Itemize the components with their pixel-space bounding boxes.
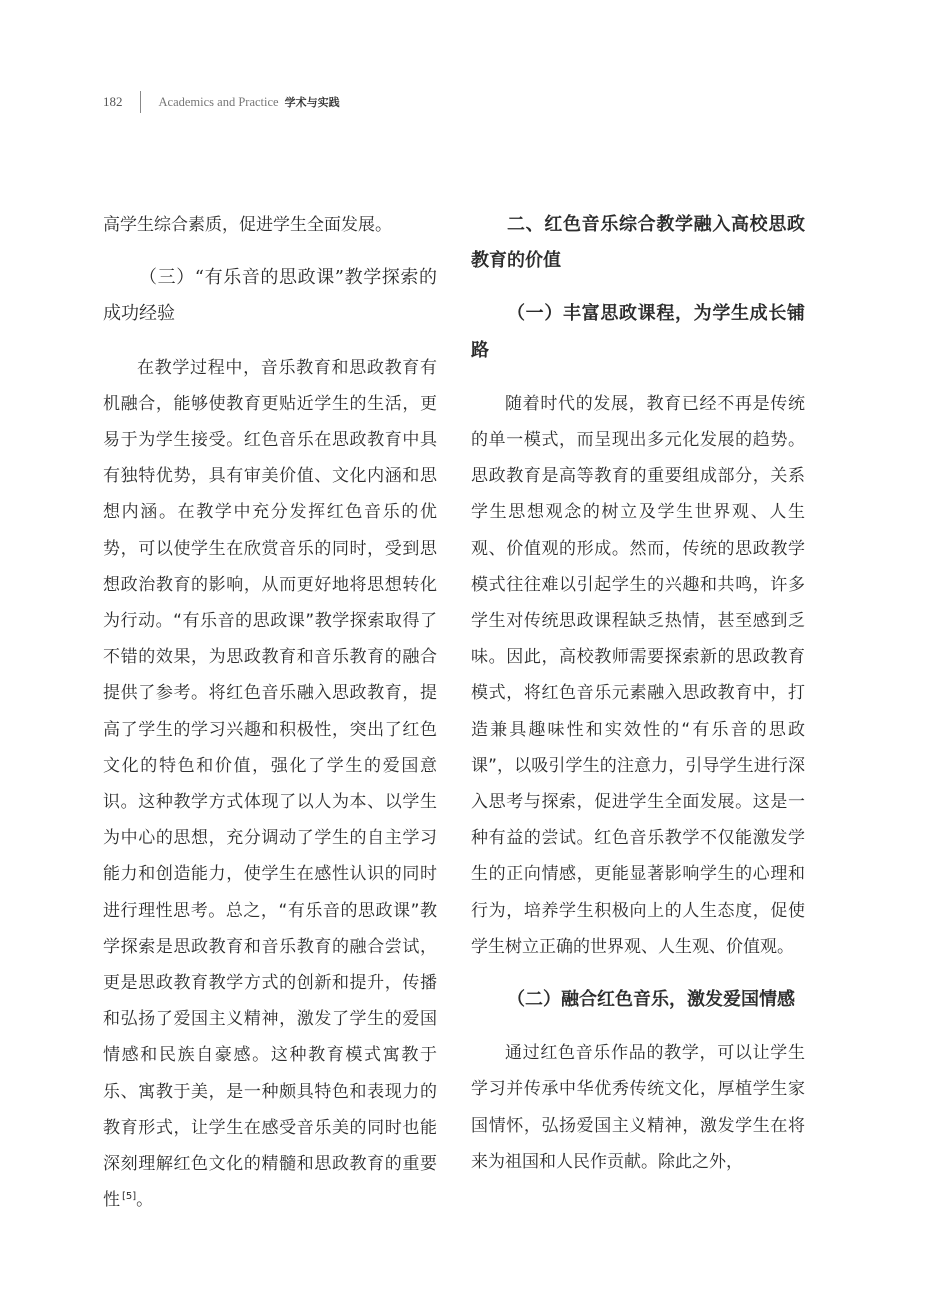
citation-ref: [5] (122, 1190, 137, 1202)
page-number: 182 (103, 94, 123, 109)
body-paragraph (103, 350, 437, 1219)
body-paragraph: 随着时代的发展，教育已经不再是传统的单一模式，而呈现出多元化发展的趋势。思政教育是高等教育的重要组成部分，关系学生思想观念的树立及学生世界观、人生观、价值观的形成。然而，传统的思政教学模式往往难以引起学生的兴趣和共鸣，许多学生对传统思政课程缺乏热情，甚至感到乏味。因此，高校教师需要探索新的思政教育模式，将红色音乐元素融入思政教育中，打造兼具趣味性和实效性的“有乐音的思政课”，以吸引学生的注意力，引导学生进行深入思考与探索，促进学生全面发展。这是一种有益的尝试。红色音乐教学不仅能激发学生的正向情感，更能显著影响学生的心理和行为，培养学生积极向上的人生态度，促使学生树立正确的世界观、人生观、价值观。 (471, 393, 805, 957)
header-divider (140, 91, 141, 113)
body-paragraph: 通过红色音乐作品的教学，可以让学生学习并传承中华优秀传统文化，厚植学生家国情怀，弘扬爱国主义精神，激发学生在将来为祖国和人民作贡献。除此之外， (471, 1043, 805, 1172)
paragraph-text: 在教学过程中，音乐教育和思政教育有机融合，能够使教育更贴近学生的生活，更易于为学生接受。红色音乐在思政教育中具有独特优势，具有审美价值、文化内涵和思想内涵。在教学中充分发挥红色音乐的优势，可以使学生在欣赏音乐的同时，受到思想政治教育的影响，从而更好地将思想转化为行动。“有乐音的思政课”教学探索取得了不错的效果，为思政教育和音乐教育的融合提供了参考。将红色音乐融入思政教育，提高了学生的学习兴趣和积极性，突出了红色文化的特色和价值，强化了学生的爱国意识。这种教学方式体现了以人为本、以学生为中心的思想，充分调动了学生的自主学习能力和创造能力，使学生在感性认识的同时进行理性思考。总之，“有乐音的思政课”教学探索是思政教育和音乐教育的融合尝试，更是思政教育教学方式的创新和提升，传播和弘扬了爱国主义精神，激发了学生的爱国情感和民族自豪感。这种教育模式寓教于乐、寓教于美，是一种颇具特色和表现力的教育形式，让学生在感受音乐美的同时也能深刻理解红色文化的精髓和思政教育的重要性 (103, 357, 437, 1211)
left-column (103, 207, 437, 1218)
journal-title-cn: 学术与实践 (284, 96, 340, 109)
continued-paragraph: 高学生综合素质，促进学生全面发展。 (103, 215, 392, 235)
section-heading-3: （三）“有乐音的思政课”教学探索的成功经验 (103, 267, 437, 325)
subsection-heading-1: （一）丰富思政课程，为学生成长铺路 (471, 303, 805, 361)
journal-title-en: Academics and Practice (158, 94, 279, 109)
right-column (471, 207, 805, 1180)
running-header (103, 91, 340, 113)
paragraph-end: 。 (136, 1190, 154, 1211)
section-heading-2: 二、红色音乐综合教学融入高校思政教育的价值 (471, 214, 805, 272)
subsection-heading-2: （二）融合红色音乐，激发爱国情感 (507, 989, 795, 1011)
